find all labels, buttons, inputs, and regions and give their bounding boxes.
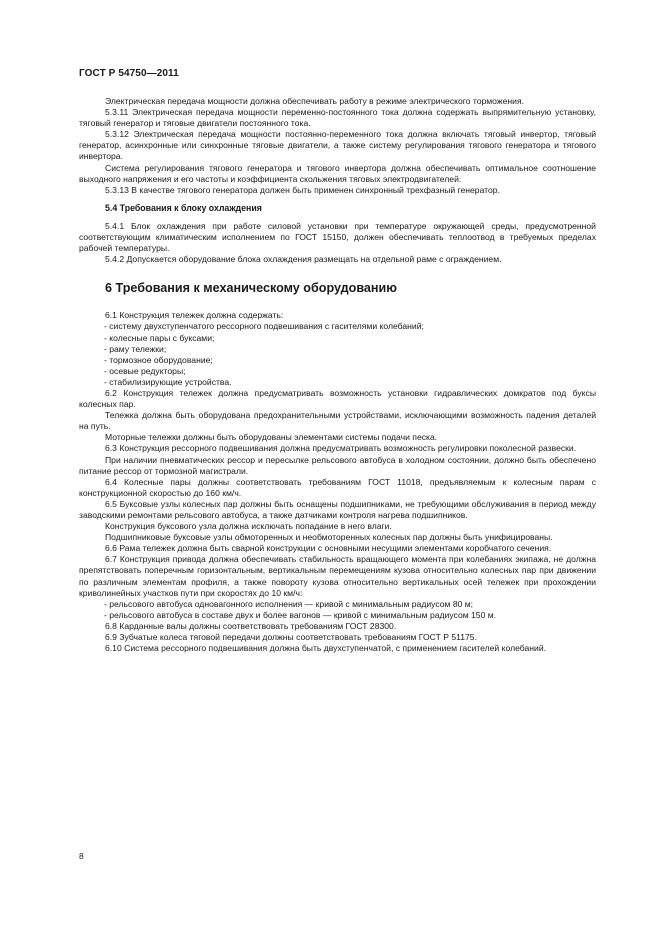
paragraph: 6.2 Конструкция тележек должна предусматривать возможность установки гидравлических домкратов под буксы колесных пар.	[79, 387, 596, 410]
paragraph: 6.6 Рама тележек должна быть сварной конструкции с основными несущими элементами коробчатого сечения.	[105, 543, 552, 554]
list-item: - тормозное оборудование;	[104, 354, 213, 365]
paragraph: 6.4 Колесные пары должны соответствовать требованиям ГОСТ 11018, предъявляемым к колесным парам с конструкционной скоростью до 160 км/ч.	[79, 476, 596, 498]
paragraph: 6.9 Зубчатые колеса тяговой передачи должны соответствовать требованиям ГОСТ Р 51175.	[105, 632, 477, 643]
list-item: - осевые редукторы;	[104, 365, 186, 376]
list-item: - колесные пары с буксами;	[104, 332, 215, 343]
paragraph: При наличии пневматических рессор и пересылке рельсового автобуса в холодном состоянии, должно быть обеспечено питание рессор от тормозной магистрали.	[79, 454, 596, 476]
paragraph: Электрическая передача мощности должна обеспечивать работу в режиме электрического торможения.	[105, 96, 524, 106]
standard-header: ГОСТ Р 54750—2011	[79, 68, 179, 79]
paragraph: Моторные тележки должны быть оборудованы элементами системы подачи песка.	[105, 432, 438, 443]
list-item: - систему двухступенчатого рессорного подвешивания с гасителями колебаний;	[104, 321, 424, 332]
paragraph: 5.3.13 В качестве тягового генератора должен быть применен синхронный трехфазный генератор.	[105, 184, 500, 195]
document-body	[79, 96, 596, 654]
chapter-heading: 6 Требования к механическому оборудованию	[105, 281, 398, 296]
paragraph: 6.7 Конструкция привода должна обеспечивать стабильность вращающего момента при колебаниях экипажа, не должна препятствовать поперечным горизонтальным, вертикальным перемещениям кузова относительно колесных пар при движении по различным элементам профиля, а также повороту кузова относительно вертикальных осей тележек при прохождении криволинейных участков пути при скоростях до 10 км/ч:	[79, 554, 596, 598]
paragraph: 6.5 Буксовые узлы колесных пар должны быть оснащены подшипниками, не требующими обслуживания в период между заводскими ремонтами рельсового автобуса, а также датчиками контроля нагрева подшипников.	[79, 498, 596, 520]
list-item: - рельсового автобуса в составе двух и более вагонов — кривой с минимальным радиусом 150 м.	[104, 609, 497, 620]
paragraph: Конструкция буксового узла должна исключать попадание в него влаги.	[105, 521, 392, 532]
paragraph: 5.3.11 Электрическая передача мощности переменно-постоянного тока должна содержать выпрямительную установку, тяговый генератор и тяговые двигатели постоянного тока.	[79, 107, 596, 129]
paragraph: 5.4.1 Блок охлаждения при работе силовой установки при температуре окружающей среды, предусмотренной соответствующим климатическим исполнением по ГОСТ 15150, должен обеспечивать теплоотвод в требуемых пределах рабочей температуры.	[79, 220, 596, 254]
paragraph: Система регулирования тягового генератора и тягового инвертора должна обеспечивать оптимальное соотношение выходного напряжения и его частоты и коэффициента скольжения тяговых электродвигателей.	[79, 162, 596, 184]
paragraph: 5.3.12 Электрическая передача мощности постоянно-переменного тока должна включать тяговый инвертор, тяговый генератор, асинхронные или синхронные тяговые двигатели, а также систему регулирования тягового генератора и тягового инвертора.	[79, 129, 596, 162]
section-heading: 5.4 Требования к блоку охлаждения	[105, 202, 262, 213]
list-item: - стабилизирующие устройства.	[104, 376, 232, 387]
paragraph: 6.1 Конструкция тележек должна содержать:	[105, 310, 284, 321]
list-item: - раму тележки;	[104, 343, 167, 354]
paragraph: Тележка должна быть оборудована предохранительными устройствами, исключающими возможность падения деталей на путь.	[79, 410, 596, 432]
paragraph: 5.4.2 Допускается оборудование блока охлаждения размещать на отдельной раме с ограждением.	[105, 254, 502, 265]
paragraph: 6.3 Конструкция рессорного подвешивания должна предусматривать возможность регулировки поколесной развески.	[105, 443, 577, 454]
paragraph: 6.8 Карданные валы должны соответствовать требованиям ГОСТ 28300.	[105, 620, 397, 631]
page-number: 8	[79, 851, 84, 861]
paragraph: 6.10 Система рессорного подвешивания должна быть двухступенчатой, с применением гасителей колебаний.	[105, 643, 547, 654]
paragraph: Подшипниковые буксовые узлы обмоторенных и необмоторенных колесных пар должны быть унифицированы.	[105, 532, 553, 543]
list-item: - рельсового автобуса одновагонного исполнения — кривой с минимальным радиусом 80 м;	[104, 598, 474, 609]
